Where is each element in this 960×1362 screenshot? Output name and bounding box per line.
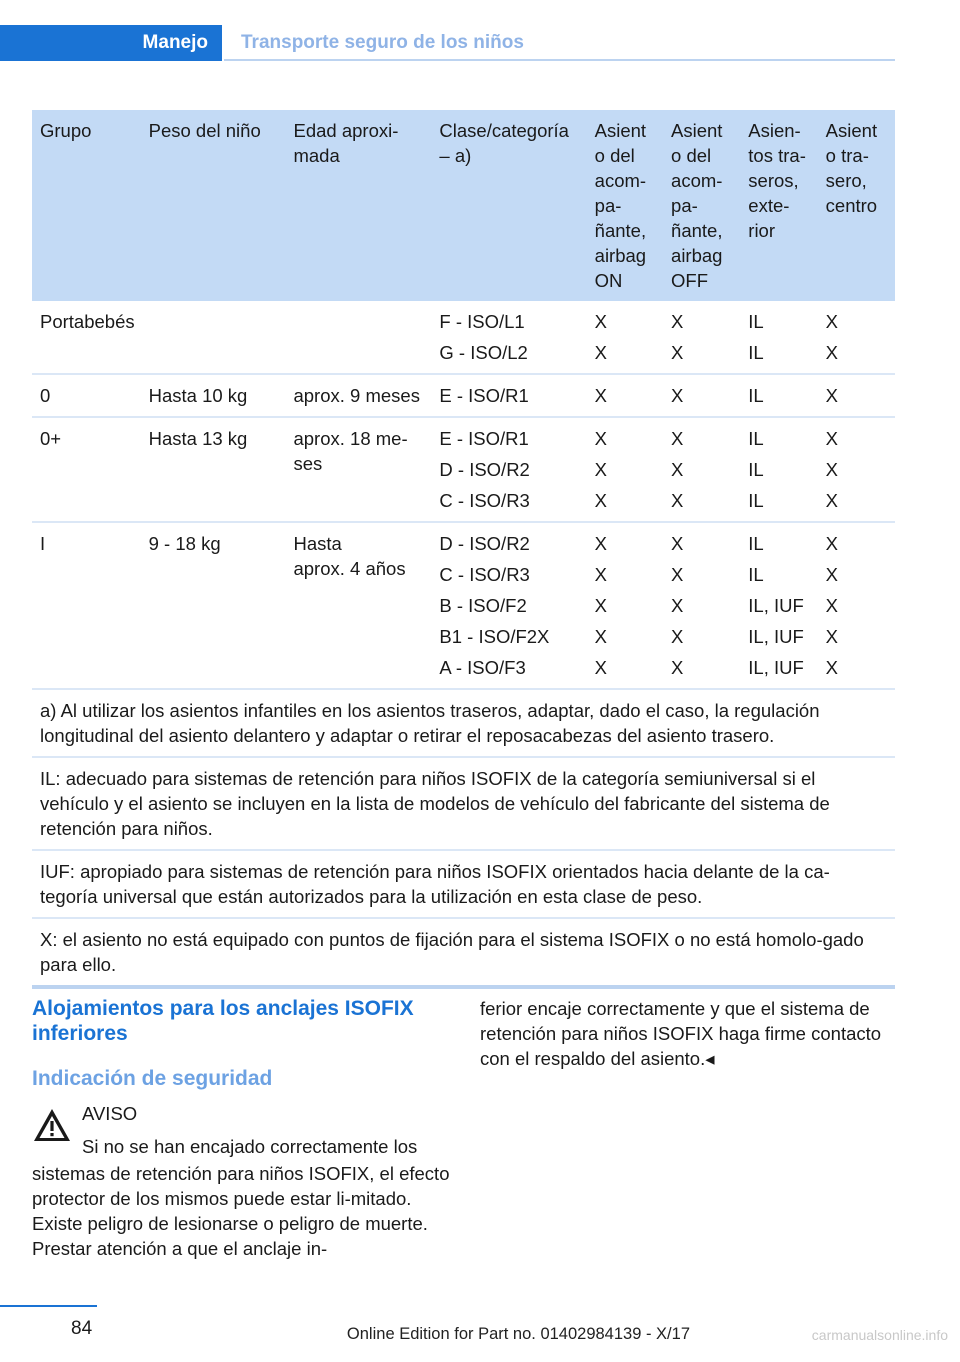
cell-value: X bbox=[594, 595, 607, 616]
table-header-row bbox=[32, 110, 895, 301]
table-cell-on bbox=[587, 301, 663, 374]
cell-value: X bbox=[594, 385, 607, 406]
cell-value: IL bbox=[748, 385, 764, 406]
cell-value: X bbox=[825, 564, 839, 585]
cell-value: X bbox=[594, 428, 607, 449]
cell-value: X bbox=[594, 311, 607, 332]
table-cell-peso: 9 - 18 kg bbox=[141, 522, 286, 689]
cell-value: X bbox=[594, 459, 607, 480]
cell-value: X bbox=[594, 564, 607, 585]
table-cell-grupo: 0+ bbox=[32, 417, 141, 522]
table-cell-peso: Hasta 10 kg bbox=[141, 374, 286, 417]
cell-value: X bbox=[825, 459, 839, 480]
cell-value: X bbox=[594, 657, 607, 678]
cell-value: X bbox=[825, 626, 839, 647]
cell-value: D - ISO/R2 bbox=[439, 459, 530, 480]
cell-value: X bbox=[671, 490, 684, 511]
cell-value: IL bbox=[748, 459, 764, 480]
column-header: Peso del niño bbox=[141, 110, 286, 301]
header-rule bbox=[224, 59, 895, 61]
table-cell-grupo: I bbox=[32, 522, 141, 689]
table-cell-edad: aprox. 9 meses bbox=[285, 374, 431, 417]
cell-value: X bbox=[825, 385, 839, 406]
table-note: a) Al utilizar los asientos infantiles en los asientos traseros, adaptar, dado el caso, la regulación longitudinal del asiento delantero y adaptar o retirar el reposacabezas del asiento trasero. bbox=[32, 689, 895, 757]
table-cell-ext bbox=[740, 522, 817, 689]
table-note-row bbox=[32, 757, 895, 850]
column-header: Grupo bbox=[32, 110, 141, 301]
cell-value: E - ISO/R1 bbox=[439, 385, 529, 406]
watermark: carmanualsonline.info bbox=[811, 1327, 948, 1343]
footer-rule bbox=[0, 1305, 97, 1307]
page-header bbox=[0, 25, 895, 61]
chapter-tab[interactable]: Manejo bbox=[0, 25, 222, 61]
section-tab[interactable]: Transporte seguro de los niños bbox=[241, 32, 524, 53]
cell-value: X bbox=[825, 342, 839, 363]
cell-value: F - ISO/L1 bbox=[439, 311, 525, 332]
table-cell-clase bbox=[431, 301, 586, 374]
cell-value: X bbox=[594, 342, 607, 363]
table-cell-edad bbox=[285, 301, 431, 374]
table-cell-centro bbox=[818, 374, 895, 417]
table-cell-ext bbox=[740, 374, 817, 417]
cell-value: X bbox=[671, 564, 684, 585]
cell-value: B - ISO/F2 bbox=[439, 595, 527, 616]
table-cell-peso: Hasta 13 kg bbox=[141, 417, 286, 522]
cell-value: X bbox=[671, 657, 684, 678]
table-note-row bbox=[32, 918, 895, 987]
cell-value: X bbox=[671, 385, 684, 406]
isofix-table bbox=[32, 110, 895, 989]
cell-value: X bbox=[594, 533, 607, 554]
table-cell-off bbox=[663, 301, 740, 374]
cell-value: X bbox=[825, 311, 839, 332]
table-cell-grupo: Portabebés bbox=[32, 301, 141, 374]
cell-value: G - ISO/L2 bbox=[439, 342, 528, 363]
table-cell-edad: aprox. 18 me- ses bbox=[285, 417, 431, 522]
section-title: Alojamientos para los anclajes ISOFIX inferiores bbox=[32, 997, 414, 1045]
cell-value: X bbox=[671, 459, 684, 480]
cell-value: X bbox=[671, 533, 684, 554]
table-cell-on bbox=[587, 374, 663, 417]
table-cell-centro bbox=[818, 417, 895, 522]
warning-text-first: Si no se han encajado correctamente los bbox=[82, 1136, 418, 1157]
cell-value: A - ISO/F3 bbox=[439, 657, 526, 678]
cell-value: X bbox=[671, 311, 684, 332]
cell-value: X bbox=[671, 595, 684, 616]
table-cell-off bbox=[663, 417, 740, 522]
table-cell-on bbox=[587, 417, 663, 522]
warning-label: AVISO bbox=[82, 1103, 138, 1124]
cell-value: B1 - ISO/F2X bbox=[439, 626, 550, 647]
table-cell-clase bbox=[431, 374, 586, 417]
table-cell-clase bbox=[431, 522, 586, 689]
right-paragraph: ferior encaje correctamente y que el sistema de retención para niños ISOFIX haga firme contacto con el respaldo del asiento.◂ bbox=[480, 998, 882, 1069]
table-note: IL: adecuado para sistemas de retención para niños ISOFIX de la categoría semiuniversal si el vehículo y el asiento se incluyen en la lista de modelos de vehículo del fabricante del sistema de retención para niños. bbox=[32, 757, 895, 850]
warning-triangle-icon bbox=[32, 1107, 72, 1143]
section-subtitle: Indicación de seguridad bbox=[32, 1067, 273, 1090]
cell-value: IL bbox=[748, 342, 764, 363]
right-column bbox=[480, 996, 900, 1071]
cell-value: X bbox=[825, 490, 839, 511]
cell-value: X bbox=[825, 533, 839, 554]
table-cell-ext bbox=[740, 301, 817, 374]
cell-value: IL bbox=[748, 533, 764, 554]
column-header: Asient o del acom- pa- ñante, airbag OFF bbox=[663, 110, 740, 301]
table-cell-off bbox=[663, 374, 740, 417]
table-cell-centro bbox=[818, 522, 895, 689]
table-cell-centro bbox=[818, 301, 895, 374]
table-row bbox=[32, 522, 895, 689]
cell-value: X bbox=[825, 595, 839, 616]
column-header: Asient o tra- sero, centro bbox=[818, 110, 895, 301]
cell-value: IL bbox=[748, 490, 764, 511]
table-row bbox=[32, 374, 895, 417]
column-header: Asien- tos tra- seros, exte- rior bbox=[740, 110, 817, 301]
cell-value: X bbox=[671, 626, 684, 647]
online-edition: Online Edition for Part no. 01402984139 - X/17 bbox=[346, 1325, 690, 1343]
table-cell-off bbox=[663, 522, 740, 689]
cell-value: IL bbox=[748, 311, 764, 332]
cell-value: X bbox=[671, 342, 684, 363]
table-note: X: el asiento no está equipado con puntos de fijación para el sistema ISOFIX o no está homolo-gado para ello. bbox=[32, 918, 895, 987]
cell-value: X bbox=[825, 657, 839, 678]
cell-value: C - ISO/R3 bbox=[439, 564, 530, 585]
column-header: Asient o del acom- pa- ñante, airbag ON bbox=[587, 110, 663, 301]
table-row bbox=[32, 417, 895, 522]
cell-value: E - ISO/R1 bbox=[439, 428, 529, 449]
table-cell-on bbox=[587, 522, 663, 689]
cell-value: D - ISO/R2 bbox=[439, 533, 530, 554]
cell-value: X bbox=[594, 490, 607, 511]
cell-value: IL, IUF bbox=[748, 626, 804, 647]
cell-value: IL bbox=[748, 428, 764, 449]
table-cell-clase bbox=[431, 417, 586, 522]
table-cell-grupo: 0 bbox=[32, 374, 141, 417]
page-number: 84 bbox=[71, 1318, 93, 1339]
cell-value: IL bbox=[748, 564, 764, 585]
cell-value: IL, IUF bbox=[748, 595, 804, 616]
cell-value: X bbox=[671, 428, 684, 449]
table-note-row bbox=[32, 689, 895, 757]
warning-block bbox=[32, 1101, 452, 1161]
table-row bbox=[32, 301, 895, 374]
cell-value: X bbox=[825, 428, 839, 449]
column-header: Edad aproxi- mada bbox=[285, 110, 431, 301]
cell-value: C - ISO/R3 bbox=[439, 490, 530, 511]
cell-value: IL, IUF bbox=[748, 657, 804, 678]
table-note-row bbox=[32, 850, 895, 918]
cell-value: X bbox=[594, 626, 607, 647]
warning-text: sistemas de retención para niños ISOFIX, el efecto protector de los mismos puede estar li-mitado. Existe peligro de lesionarse o peligro de muerte. Prestar atención a que el anclaje in- bbox=[32, 1163, 450, 1259]
table-cell-ext bbox=[740, 417, 817, 522]
left-column bbox=[32, 996, 452, 1261]
table-cell-peso bbox=[141, 301, 286, 374]
column-header: Clase/categoría – a) bbox=[431, 110, 586, 301]
table-note: IUF: apropiado para sistemas de retención para niños ISOFIX orientados hacia delante de la ca-tegoría universal que están autorizados para la utilización en esta clase de peso. bbox=[32, 850, 895, 918]
table-cell-edad: Hasta aprox. 4 años bbox=[285, 522, 431, 689]
